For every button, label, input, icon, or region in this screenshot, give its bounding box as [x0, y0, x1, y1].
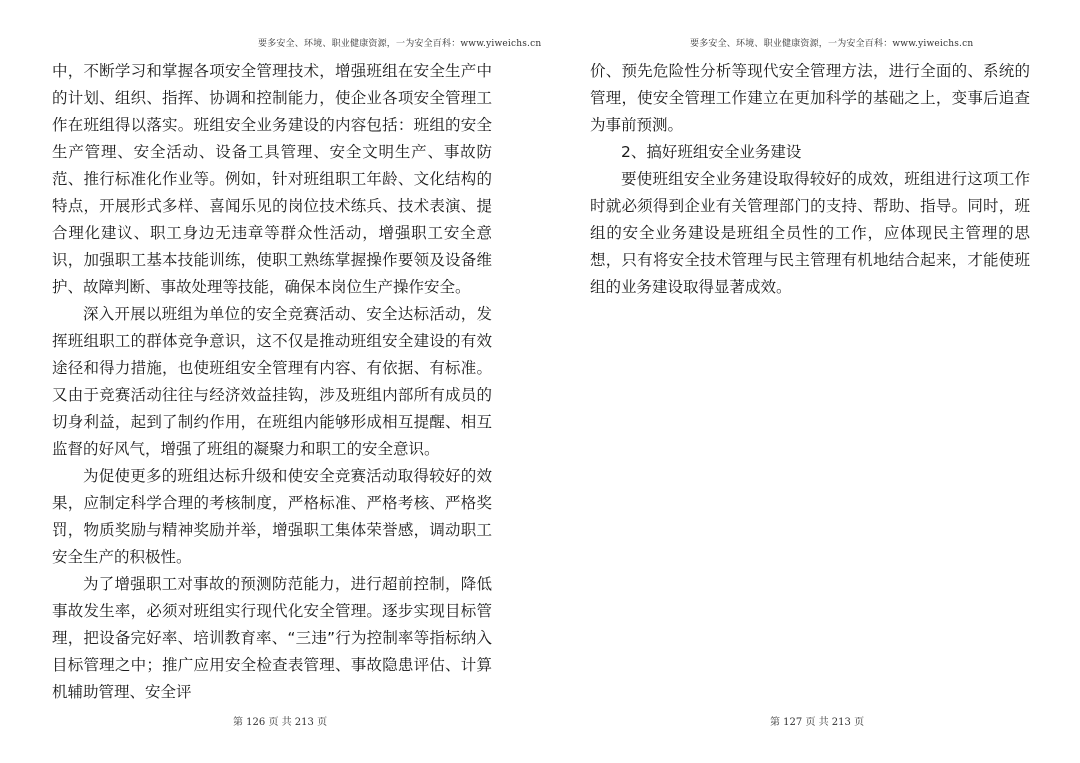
paragraph: 中，不断学习和掌握各项安全管理技术，增强班组在安全生产中的计划、组织、指挥、协调和控制能力，使企业各项安全管理工作在班组得以落实。班组安全业务建设的内容包括：班组的安全生产管理、安全活动、设备工具管理、安全文明生产、事故防范、推行标准化作业等。例如，针对班组职工年龄、文化结构的特点，开展形式多样、喜闻乐见的岗位技术练兵、技术表演、提合理化建议、职工身边无违章等群众性活动，增强职工安全意识，加强职工基本技能训练，使职工熟练掌握操作要领及设备维护、故障判断、事故处理等技能，确保本岗位生产操作安全。	[52, 62, 492, 296]
page-body	[590, 58, 1030, 301]
paragraph: 为了增强职工对事故的预测防范能力，进行超前控制，降低事故发生率，必须对班组实行现代化安全管理。逐步实现目标管理，把设备完好率、培训教育率、“三违”行为控制率等指标纳入目标管理之中；推广应用安全检查表管理、事故隐患评估、计算机辅助管理、安全评	[52, 575, 492, 701]
paragraph: 要使班组安全业务建设取得较好的成效，班组进行这项工作时就必须得到企业有关管理部门的支持、帮助、指导。同时，班组的安全业务建设是班组全员性的工作，应体现民主管理的思想，只有将安全技术管理与民主管理有机地结合起来，才能使班组的业务建设取得显著成效。	[590, 170, 1030, 296]
paragraph: 深入开展以班组为单位的安全竞赛活动、安全达标活动，发挥班组职工的群体竞争意识，这不仅是推动班组安全建设的有效途径和得力措施，也使班组安全管理有内容、有依据、有标准。又由于竞赛活动往往与经济效益挂钩，涉及班组内部所有成员的切身利益，起到了制约作用，在班组内能够形成相互提醒、相互监督的好风气，增强了班组的凝聚力和职工的安全意识。	[52, 305, 492, 458]
page-body	[52, 58, 492, 706]
paragraph: 为促使更多的班组达标升级和使安全竞赛活动取得较好的效果，应制定科学合理的考核制度，严格标准、严格考核、严格奖罚，物质奖励与精神奖励并举，增强职工集体荣誉感，调动职工安全生产的积极性。	[52, 467, 492, 566]
page-header: 要多安全、环境、职业健康资源，一为安全百科：www.yiweichs.cn	[690, 39, 974, 49]
page-number: 第 127 页 共 213 页	[770, 717, 865, 728]
page-number: 第 126 页 共 213 页	[233, 717, 328, 728]
page-header: 要多安全、环境、职业健康资源，一为安全百科：www.yiweichs.cn	[258, 39, 542, 49]
paragraph: 价、预先危险性分析等现代安全管理方法，进行全面的、系统的管理，使安全管理工作建立在更加科学的基础之上，变事后追查为事前预测。	[590, 62, 1030, 134]
right-page	[540, 0, 1080, 763]
section-heading: 2、搞好班组安全业务建设	[621, 143, 802, 161]
